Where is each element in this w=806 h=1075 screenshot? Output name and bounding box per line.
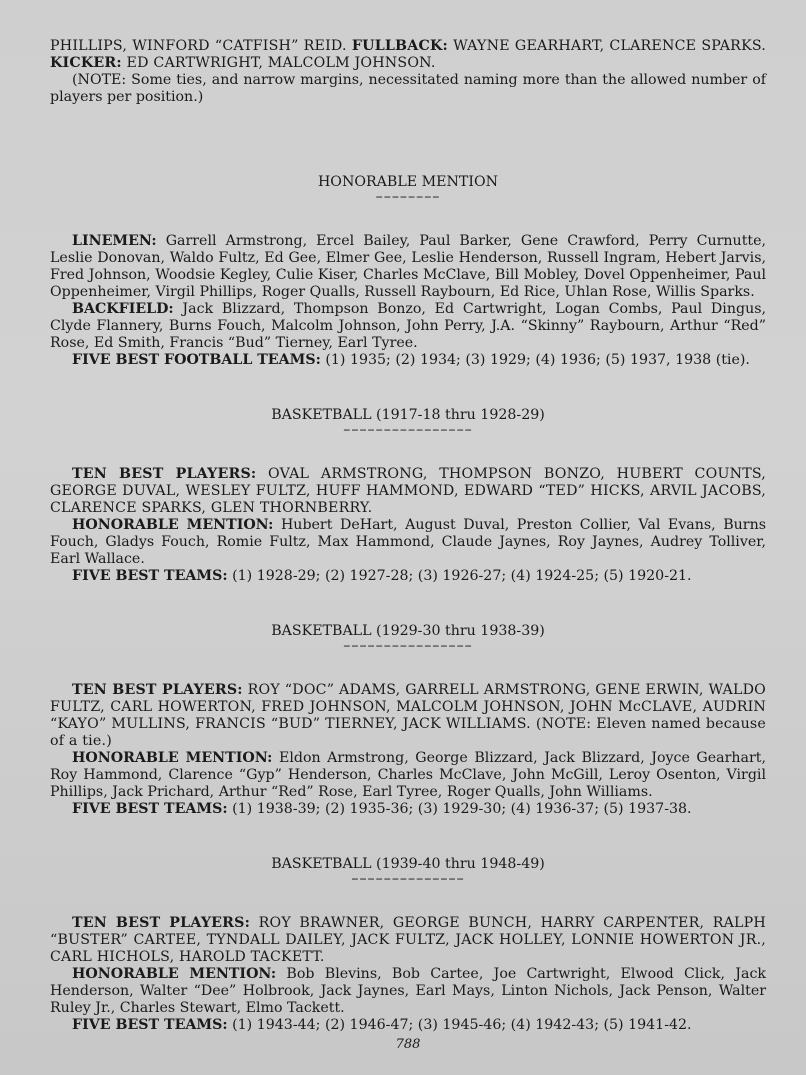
honorable-mention-1917-paragraph: [50, 517, 766, 568]
spacer: [50, 436, 766, 466]
five-best-teams-1929-paragraph: [50, 801, 766, 818]
honorable-mention-1929-paragraph: [50, 750, 766, 801]
ten-best-names: ROY BRAWNER, GEORGE BUNCH, HARRY CARPENTER, RALPH “BUSTER” CARTEE, TYNDALL DAILEY, JACK FULTZ, JACK HOLLEY, LONNIE HOWERTON JR., CARL HICHOLS, HAROLD TACKETT.: [50, 915, 766, 965]
honorable-mention-label: HONORABLE MENTION:: [72, 750, 273, 766]
ten-best-players-1929-paragraph: [50, 682, 766, 750]
ten-best-players-1917-paragraph: [50, 466, 766, 517]
ten-best-names: OVAL ARMSTRONG, THOMPSON BONZO, HUBERT COUNTS, GEORGE DUVAL, WESLEY FULTZ, HUFF HAMMOND, EDWARD “TED” HICKS, ARVIL JACOBS, CLARENCE SPARKS, GLEN THORNBERRY.: [50, 466, 767, 516]
spacer: [50, 885, 766, 915]
honorable-mention-names: Eldon Armstrong, George Blizzard, Jack Blizzard, Joyce Gearhart, Roy Hammond, Clarence “Gyp” Henderson, Charles McClave, John McGill, Leroy Osenton, Virgil Phillips, Jack Prichard, Arthur “Red” Rose, Earl Tyree, Roger Qualls, John Williams.: [50, 750, 766, 800]
heading-rule: ––––––––––––––––: [343, 422, 473, 438]
five-best-teams-label: FIVE BEST TEAMS:: [72, 801, 228, 817]
backfield-names: Jack Blizzard, Thompson Bonzo, Ed Cartwright, Logan Combs, Paul Dingus, Clyde Flannery, Burns Fouch, Malcolm Johnson, John Perry, J.A. “Skinny” Raybourn, Arthur “Red” Rose, Ed Smith, Francis “Bud” Tierney, Earl Tyree.: [50, 301, 766, 351]
basketball-1939-heading: [50, 856, 766, 885]
ten-best-label: TEN BEST PLAYERS:: [72, 682, 243, 698]
honorable-mention-heading: [50, 174, 766, 203]
linemen-label: LINEMEN:: [72, 233, 157, 249]
honorable-mention-label: HONORABLE MENTION:: [72, 966, 277, 982]
spacer: [50, 585, 766, 623]
linemen-paragraph: [50, 233, 766, 301]
section-heading-text: BASKETBALL (1929-30 thru 1938-39): [271, 623, 545, 639]
fullback-players: WAYNE GEARHART, CLARENCE SPARKS.: [447, 38, 766, 54]
spacer: [50, 144, 766, 174]
five-best-teams-label: FIVE BEST TEAMS:: [72, 1017, 228, 1033]
five-best-teams-label: FIVE BEST TEAMS:: [72, 568, 228, 584]
spacer: [50, 652, 766, 682]
ten-best-names: ROY “DOC” ADAMS, GARRELL ARMSTRONG, GENE ERWIN, WALDO FULTZ, CARL HOWERTON, FRED JOHNSON, MALCOLM JOHNSON, JOHN McCLAVE, AUDRIN “KAYO” MULLINS, FRANCIS “BUD” TIERNEY, JACK WILLIAMS. (NOTE: Eleven named because of a tie.): [50, 682, 766, 749]
football-teams-label: FIVE BEST FOOTBALL TEAMS:: [72, 352, 321, 368]
five-best-teams-list: (1) 1938-39; (2) 1935-36; (3) 1929-30; (4) 1936-37; (5) 1937-38.: [227, 801, 692, 817]
honorable-mention-label: HONORABLE MENTION:: [72, 517, 274, 533]
fullback-label: FULLBACK:: [351, 38, 448, 54]
ties-note: (NOTE: Some ties, and narrow margins, necessitated naming more than the allowed number of players per position.): [50, 72, 766, 105]
linemen-names: Garrell Armstrong, Ercel Bailey, Paul Barker, Gene Crawford, Perry Curnutte, Leslie Donovan, Waldo Fultz, Ed Gee, Elmer Gee, Leslie Henderson, Russell Ingram, Hebert Jarvis, Fred Johnson, Woodsie Kegley, Culie Kiser, Charles McClave, Bill Mobley, Dovel Oppenheimer, Paul Oppenheimer, Virgil Phillips, Roger Qualls, Russell Raybourn, Ed Rice, Uhlan Rose, Willis Sparks.: [50, 233, 766, 300]
honorable-mention-1939-paragraph: [50, 966, 766, 1017]
honorable-mention-names: Bob Blevins, Bob Cartee, Joe Cartwright, Elwood Click, Jack Henderson, Walter “Dee” Holbrook, Jack Jaynes, Earl Mays, Linton Nichols, Jack Penson, Walter Ruley Jr., Charles Stewart, Elmo Tackett.: [50, 966, 766, 1016]
ten-best-label: TEN BEST PLAYERS:: [72, 466, 257, 482]
positions-line-start: PHILLIPS, WINFORD “CATFISH” REID.: [50, 38, 352, 54]
section-heading-text: HONORABLE MENTION: [317, 174, 499, 190]
section-heading-text: BASKETBALL (1917-18 thru 1928-29): [271, 407, 545, 423]
spacer: [50, 203, 766, 233]
spacer: [50, 369, 766, 407]
five-best-teams-1917-paragraph: [50, 568, 766, 585]
page-number: 788: [395, 1037, 421, 1052]
backfield-paragraph: [50, 301, 766, 352]
ten-best-players-1939-paragraph: [50, 915, 766, 966]
football-teams-paragraph: [50, 352, 766, 369]
five-best-teams-1939-paragraph: [50, 1017, 766, 1034]
heading-rule: ––––––––––––––: [351, 871, 465, 887]
honorable-mention-names: Hubert DeHart, August Duval, Preston Collier, Val Evans, Burns Fouch, Gladys Fouch, Romie Fultz, Max Hammond, Claude Jaynes, Roy Jaynes, Audrey Tolliver, Earl Wallace.: [50, 517, 766, 567]
ten-best-label: TEN BEST PLAYERS:: [72, 915, 251, 931]
basketball-1929-heading: [50, 623, 766, 652]
heading-rule: ––––––––––––––––: [343, 638, 473, 654]
basketball-1917-heading: [50, 407, 766, 436]
spacer: [50, 106, 766, 144]
football-teams-list: (1) 1935; (2) 1934; (3) 1929; (4) 1936; (5) 1937, 1938 (tie).: [320, 352, 750, 368]
backfield-label: BACKFIELD:: [72, 301, 174, 317]
spacer: [50, 818, 766, 856]
kicker-players: ED CARTWRIGHT, MALCOLM JOHNSON.: [121, 55, 436, 71]
heading-rule: ––––––––: [375, 189, 441, 205]
section-heading-text: BASKETBALL (1939-40 thru 1948-49): [271, 856, 545, 872]
five-best-teams-list: (1) 1928-29; (2) 1927-28; (3) 1926-27; (4) 1924-25; (5) 1920-21.: [227, 568, 692, 584]
five-best-teams-list: (1) 1943-44; (2) 1946-47; (3) 1945-46; (4) 1942-43; (5) 1941-42.: [227, 1017, 692, 1033]
kicker-label: KICKER:: [50, 55, 122, 71]
positions-continued-paragraph: [50, 38, 766, 72]
